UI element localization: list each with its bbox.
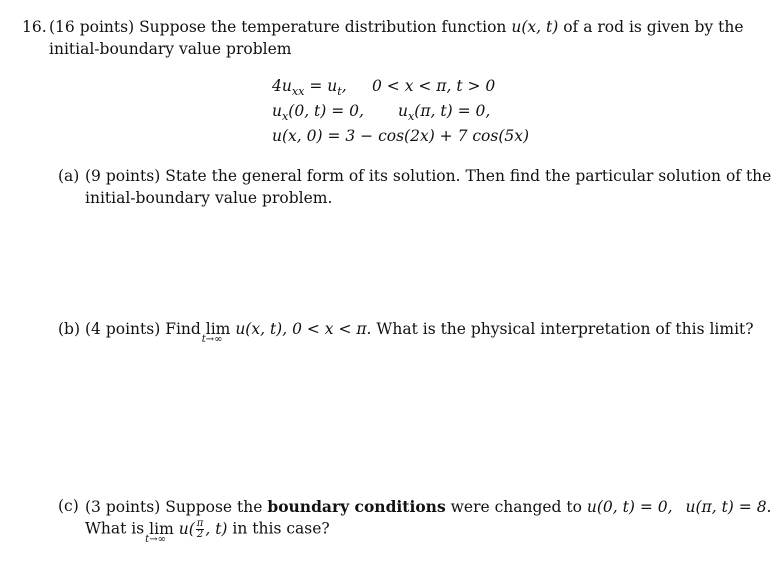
part-a-line1 — [85, 167, 771, 185]
part-b-find: Find — [165, 320, 201, 338]
problem-statement-line2: initial-boundary value problem — [49, 40, 292, 58]
problem-text-b: of a rod is given by the — [563, 18, 744, 36]
part-c-text-a: Suppose the — [165, 498, 263, 516]
part-c-cond2: u(π, t) = 8. — [685, 498, 772, 516]
part-c-cond1: u(0, t) = 0, — [586, 498, 673, 516]
part-c-points: (3 points) — [85, 498, 161, 516]
part-c-label: (c) — [58, 497, 79, 515]
equation-pde-domain: 0 < x < π, t > 0 — [372, 77, 496, 95]
part-c-fraction: $\frac{\pi}{2}$ — [196, 518, 204, 540]
part-c-limit: lim t→∞ — [145, 519, 174, 545]
equation-ic: u(x, 0) = 3 − cos(2x) + 7 cos(5x) — [272, 127, 530, 145]
part-a-text: State the general form of its solution. Then find the particular solution of the — [165, 167, 772, 185]
part-a-line2: initial-boundary value problem. — [85, 189, 333, 207]
part-c-bold: boundary conditions — [267, 497, 446, 516]
equation-bc-right: $u_x(\pi$, t) = 0, — [398, 102, 491, 123]
part-c-limit-sub: t→∞ — [145, 533, 166, 545]
part-a-points: (9 points) — [85, 167, 161, 185]
part-b-limit-sub: t→∞ — [201, 334, 223, 345]
part-b-label: (b) — [58, 320, 81, 338]
equation-bc-left: $u_x(0$, t) = 0, — [272, 102, 364, 123]
part-c-line1 — [85, 497, 771, 516]
part-c-text-b: were changed to — [450, 498, 582, 516]
problem-function: u(x, t) — [511, 18, 559, 36]
problem-statement-line1 — [49, 18, 744, 36]
part-b-expression: u(x, t), 0 < x < π. — [235, 320, 372, 338]
problem-points: (16 points) — [49, 18, 135, 36]
problem-number: 16. — [22, 18, 47, 36]
equation-pde: $4u_{xx} = u_t$, — [272, 77, 347, 98]
part-b-limit: lim t→∞ — [201, 320, 231, 345]
part-c-what-is: What is — [85, 519, 145, 538]
problem-text-a: Suppose the temperature distribution function — [139, 18, 507, 36]
part-c-line2 — [85, 518, 330, 545]
part-b-points: (4 points) — [85, 320, 161, 338]
part-c-expr: u( $\frac{\pi}{2}$ , t) — [178, 518, 228, 540]
part-c-tail: in this case? — [232, 519, 330, 538]
part-a-label: (a) — [58, 167, 80, 185]
part-b-question: What is the physical interpretation of this limit? — [376, 320, 754, 338]
part-b-line — [85, 320, 754, 345]
